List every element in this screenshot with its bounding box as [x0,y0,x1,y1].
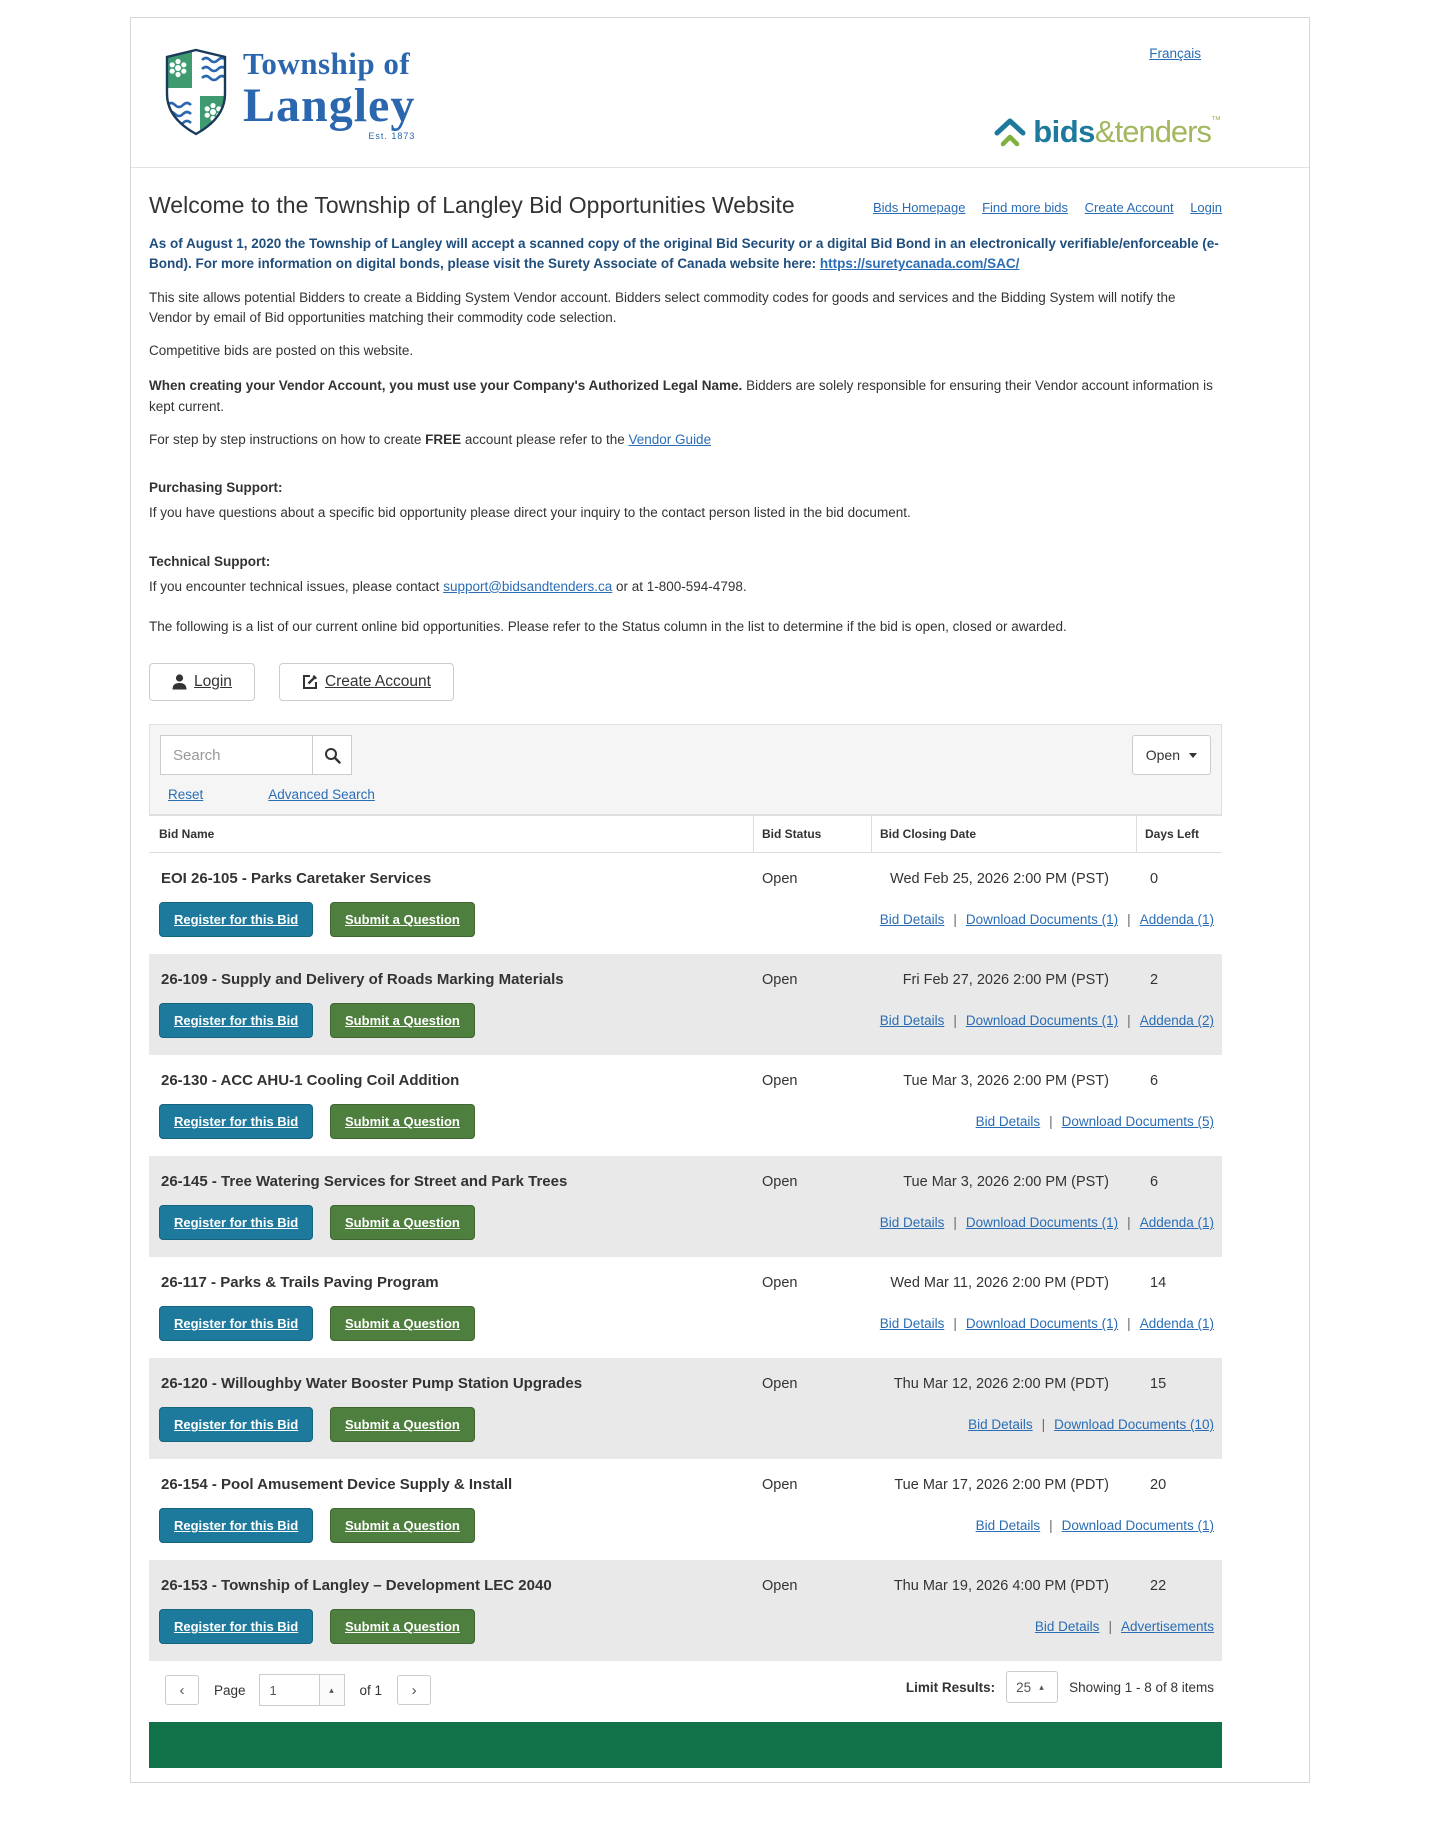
limit-results-select[interactable] [1006,1671,1058,1703]
bid-action-link[interactable]: Download Documents (5) [1061,1114,1214,1130]
wordmark-line1: Township of [243,46,411,81]
bid-row [149,954,1222,1055]
bid-days-left: 6 [1150,1072,1159,1089]
bid-name: 26-109 - Supply and Delivery of Roads Marking Materials [161,971,564,989]
technical-post-text: or at 1-800-594-4798. [612,578,747,594]
bid-days-left: 14 [1150,1274,1167,1291]
bid-closing-date: Wed Mar 11, 2026 2:00 PM (PDT) [890,1274,1109,1291]
limit-results-value: 25 [1016,1679,1032,1695]
bid-name: 26-130 - ACC AHU-1 Cooling Coil Addition [161,1072,460,1090]
create-account-button-label: Create Account [324,673,431,691]
register-for-bid-button[interactable]: Register for this Bid [159,1306,313,1341]
person-icon [172,674,187,690]
bid-links [968,1417,1214,1432]
login-button[interactable] [149,663,255,701]
brand-tenders: &tenders [1094,114,1211,149]
bond-notice-text: As of August 1, 2020 the Township of Langley will accept a scanned copy of the original Bid Security or a digital Bid Bond in an electronically verifiable/enforceable (e-Bond). For more information on digital bonds, please visit the Surety Associate of Canada website here: [149,236,1219,272]
page-of-label: of 1 [359,1682,383,1698]
edit-square-icon [302,674,318,690]
bid-row [149,1156,1222,1257]
bid-links [976,1114,1214,1129]
bid-name: 26-120 - Willoughby Water Booster Pump Station Upgrades [161,1375,583,1393]
bid-status: Open [762,1476,798,1493]
register-for-bid-button[interactable]: Register for this Bid [159,1609,313,1644]
bid-days-left: 20 [1150,1476,1167,1493]
wordmark-line2: Langley [243,79,416,132]
bids-and-tenders-logo [993,116,1221,147]
bid-action-link[interactable]: Download Documents (1) [965,1013,1119,1029]
pagination-bar [149,1661,1222,1716]
register-for-bid-button[interactable]: Register for this Bid [159,1508,313,1543]
support-email-link[interactable]: support@bidsandtenders.ca [443,578,613,594]
nav-create-account-link[interactable]: Create Account [1084,200,1174,215]
bid-days-left: 22 [1150,1577,1167,1594]
status-filter-dropdown[interactable] [1132,735,1211,775]
surety-canada-link[interactable]: https://suretycanada.com/SAC/ [819,256,1020,272]
bid-action-link[interactable]: Download Documents (1) [965,1215,1119,1231]
brand-bids: bids [1033,114,1095,149]
bid-action-link[interactable]: Bid Details [975,1518,1041,1534]
bid-row [149,1358,1222,1459]
links-separator: | [953,1215,957,1231]
site-header [131,18,1309,168]
bid-table-header [149,815,1222,853]
township-crest-icon [165,48,227,136]
submit-question-button[interactable]: Submit a Question [330,1205,475,1240]
free-pre-text: For step by step instructions on how to create [149,431,426,447]
status-filter-value: Open [1145,747,1180,764]
bid-links [880,1215,1214,1230]
bid-action-link[interactable]: Addenda (1) [1139,1215,1214,1231]
bid-action-link[interactable]: Bid Details [879,1316,945,1332]
technical-pre-text: If you encounter technical issues, please contact [149,578,444,594]
page-number-input[interactable] [259,1674,319,1706]
bid-closing-date: Wed Feb 25, 2026 2:00 PM (PST) [890,870,1109,887]
links-separator: | [1127,1013,1131,1029]
bid-closing-date: Tue Mar 3, 2026 2:00 PM (PST) [903,1072,1109,1089]
technical-support-title: Technical Support: [149,553,271,569]
bid-action-link[interactable]: Advertisements [1120,1619,1214,1635]
brand-trademark: ™ [1211,115,1221,126]
links-separator: | [1127,1215,1131,1231]
bid-links [880,912,1214,927]
bid-status: Open [762,1173,798,1190]
reset-link[interactable]: Reset [168,787,204,803]
page-title: Welcome to the Township of Langley Bid Opportunities Website [149,192,795,218]
page-label: Page [214,1682,246,1698]
nav-login-link[interactable]: Login [1190,200,1222,215]
bid-action-link[interactable]: Download Documents (1) [1061,1518,1214,1534]
login-button-label: Login [194,673,232,691]
nav-find-more-bids-link[interactable]: Find more bids [982,200,1069,215]
chevron-down-icon [1189,753,1197,758]
intro-paragraph-2: Competitive bids are posted on this website. [149,343,414,358]
bid-closing-date: Tue Mar 3, 2026 2:00 PM (PST) [903,1173,1109,1190]
bid-action-link[interactable]: Bid Details [975,1114,1041,1130]
bid-name: 26-145 - Tree Watering Services for Street and Park Trees [161,1173,568,1191]
spinner-up-icon: ▴ [1039,1681,1044,1692]
links-separator: | [953,1316,957,1332]
register-for-bid-button[interactable]: Register for this Bid [159,1205,313,1240]
links-separator: | [1127,912,1131,928]
vendor-account-bold: When creating your Vendor Account, you must use your Company's Authorized Legal Name. [149,378,743,394]
vendor-account-rest: Bidders are solely responsible for ensuring their Vendor account information is kept current. [149,378,1213,414]
search-panel [149,724,1222,815]
bid-links [880,1316,1214,1331]
submit-question-button[interactable]: Submit a Question [330,1609,475,1644]
bid-days-left: 6 [1150,1173,1159,1190]
bid-action-link[interactable]: Addenda (1) [1139,912,1214,928]
bid-days-left: 15 [1150,1375,1167,1392]
links-separator: | [1049,1518,1053,1534]
register-for-bid-button[interactable]: Register for this Bid [159,902,313,937]
search-button[interactable] [312,735,352,775]
bid-closing-date: Fri Feb 27, 2026 2:00 PM (PST) [902,971,1109,988]
bid-status: Open [762,1375,798,1392]
links-separator: | [953,1013,957,1029]
bid-action-link[interactable]: Download Documents (1) [965,1316,1119,1332]
bid-row [149,1560,1222,1661]
language-toggle-link[interactable]: Français [1149,46,1201,61]
register-for-bid-button[interactable]: Register for this Bid [159,1407,313,1442]
register-for-bid-button[interactable]: Register for this Bid [159,1104,313,1139]
vendor-account-paragraph [149,376,1222,417]
links-separator: | [1108,1619,1112,1635]
bid-action-link[interactable]: Bid Details [879,1013,945,1029]
page-card [130,17,1310,1783]
bid-action-link[interactable]: Bid Details [1034,1619,1100,1635]
top-nav [860,200,1222,219]
submit-question-button[interactable]: Submit a Question [330,1104,475,1139]
nav-bids-homepage-link[interactable]: Bids Homepage [872,200,966,215]
bid-status: Open [762,1072,798,1089]
bid-links [976,1518,1214,1533]
bid-closing-date: Thu Mar 19, 2026 4:00 PM (PDT) [893,1577,1109,1594]
bid-table [149,815,1222,1661]
page-spinner[interactable]: ▴ [319,1674,345,1706]
submit-question-button[interactable]: Submit a Question [330,1306,475,1341]
bid-status: Open [762,1274,798,1291]
header-bid-closing-date: Bid Closing Date [871,816,1136,852]
register-for-bid-button[interactable]: Register for this Bid [159,1003,313,1038]
previous-page-button[interactable]: ‹ [165,1675,199,1705]
bid-days-left: 2 [1150,971,1159,988]
bid-links [880,1013,1214,1028]
create-account-button[interactable] [279,663,454,701]
bond-notice [149,234,1222,275]
bid-days-left: 0 [1150,870,1159,887]
links-separator: | [953,912,957,928]
search-input[interactable] [160,735,312,775]
free-account-paragraph [149,430,1222,450]
bid-action-link[interactable]: Addenda (2) [1139,1013,1214,1029]
bid-status: Open [762,870,798,887]
bid-row [149,853,1222,954]
footer-bar [149,1722,1222,1768]
purchasing-support-text: If you have questions about a specific bid opportunity please direct your inquiry to the contact person listed in the bid document. [149,505,911,521]
submit-question-button[interactable]: Submit a Question [330,902,475,937]
submit-question-button[interactable]: Submit a Question [330,1003,475,1038]
bid-row [149,1257,1222,1358]
header-bid-status: Bid Status [753,816,871,852]
technical-support-text [149,577,1222,597]
intro-paragraph-1: This site allows potential Bidders to create a Bidding System Vendor account. Bidders select commodity codes for goods and services and the Bidding System will notify the Vendor by email of Bid opportunities matching their commodity code selection. [149,289,1176,325]
bid-links [1035,1619,1214,1634]
bid-status: Open [762,971,798,988]
bid-row [149,1055,1222,1156]
free-bold-text: FREE [425,431,462,447]
township-wordmark [243,48,415,141]
links-separator: | [1049,1114,1053,1130]
bid-name: 26-117 - Parks & Trails Paving Program [161,1274,439,1292]
purchasing-support-title: Purchasing Support: [149,480,283,495]
links-separator: | [1041,1417,1046,1433]
links-separator: | [1127,1316,1131,1332]
bids-tenders-wordmark [1033,116,1221,147]
bid-action-link[interactable]: Download Documents (1) [965,912,1119,928]
bid-action-link[interactable]: Bid Details [968,1417,1033,1433]
bid-name: 26-153 - Township of Langley – Development LEC 2040 [161,1577,552,1595]
next-page-button[interactable]: › [397,1675,431,1705]
limit-results-label: Limit Results: [905,1679,996,1695]
bid-closing-date: Tue Mar 17, 2026 2:00 PM (PDT) [894,1476,1109,1493]
bid-table-body [149,853,1222,1661]
submit-question-button[interactable]: Submit a Question [330,1407,475,1442]
advanced-search-link[interactable]: Advanced Search [268,787,375,803]
bid-action-link[interactable]: Addenda (1) [1139,1316,1214,1332]
bid-list-note: The following is a list of our current online bid opportunities. Please refer to the Status column in the list to determine if the bid is open, closed or awarded. [149,619,1067,634]
header-bid-name: Bid Name [159,827,215,842]
search-icon [324,747,341,764]
header-days-left: Days Left [1136,816,1222,852]
bid-name: 26-154 - Pool Amusement Device Supply & Install [161,1476,513,1494]
bid-name: EOI 26-105 - Parks Caretaker Services [161,870,432,888]
showing-items-text: Showing 1 - 8 of 8 items [1069,1679,1214,1695]
bid-row [149,1459,1222,1560]
bid-closing-date: Thu Mar 12, 2026 2:00 PM (PDT) [893,1375,1109,1392]
bid-action-link[interactable]: Bid Details [879,912,945,928]
free-post-text: account please refer to the [461,431,629,447]
bid-action-link[interactable]: Download Documents (10) [1054,1417,1214,1433]
bid-status: Open [762,1577,798,1594]
wordmark-est: Est. 1873 [368,131,416,141]
submit-question-button[interactable]: Submit a Question [330,1508,475,1543]
bid-action-link[interactable]: Bid Details [879,1215,945,1231]
vendor-guide-link[interactable]: Vendor Guide [628,431,712,447]
bids-tenders-chevron-icon [993,117,1027,147]
